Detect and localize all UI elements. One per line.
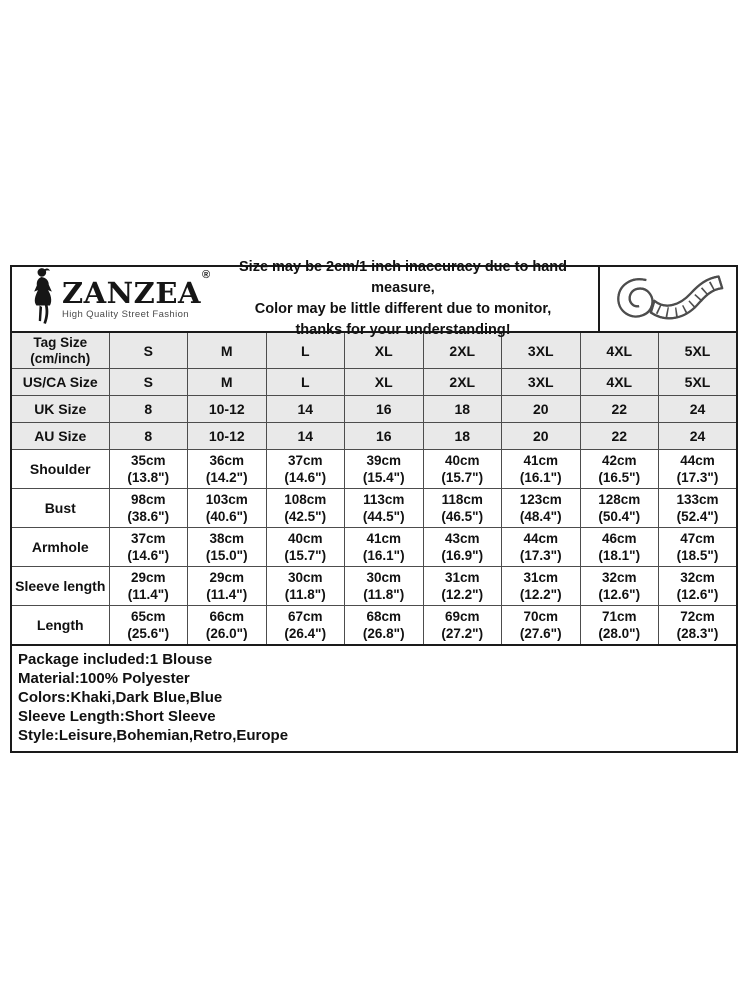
size-value-cell: M [188, 369, 267, 396]
size-value-cell: 10-12 [188, 423, 267, 450]
corner-header-line: Tag Size [33, 334, 88, 350]
measurement-cell [423, 528, 502, 567]
measurement-cm: 67cm [287, 609, 323, 624]
product-detail-line: Style:Leisure,Bohemian,Retro,Europe [18, 727, 289, 744]
registered-mark: ® [201, 268, 211, 281]
measurement-inch: (11.4") [127, 587, 169, 602]
measurement-inch: (27.2") [441, 626, 484, 641]
measurement-inch: (18.1") [598, 548, 641, 563]
measurement-inch: (26.8") [362, 626, 405, 641]
measurement-cm: 37cm [130, 531, 166, 546]
table-row [11, 396, 737, 423]
corner-header-cell [11, 332, 109, 369]
table-row [11, 606, 737, 646]
size-column-header: XL [345, 332, 424, 369]
measurement-inch: (14.6") [127, 548, 170, 563]
measurement-cm: 41cm [523, 453, 559, 468]
corner-header-line: (cm/inch) [30, 350, 91, 366]
measurement-cell [423, 606, 502, 646]
measurement-inch: (26.4") [284, 626, 327, 641]
measurement-cell [502, 606, 581, 646]
measurement-cm: 30cm [287, 570, 323, 585]
measurement-cell [109, 489, 188, 528]
measurement-cell [109, 528, 188, 567]
measurement-inch: (12.2") [519, 587, 562, 602]
measurement-cm: 113cm [363, 492, 405, 507]
size-value-cell: 14 [266, 396, 345, 423]
measurement-inch: (16.1") [362, 548, 405, 563]
measurement-cm: 39cm [366, 453, 402, 468]
measurement-cm: 29cm [209, 570, 245, 585]
size-value-cell: 24 [659, 396, 738, 423]
measurement-cell [345, 606, 424, 646]
row-label: Length [11, 606, 109, 646]
measurement-inch: (12.2") [441, 587, 484, 602]
measurement-cm: 43cm [444, 531, 480, 546]
measurement-cm: 42cm [601, 453, 637, 468]
measurement-inch: (16.9") [441, 548, 484, 563]
measurement-inch: (50.4") [598, 509, 641, 524]
size-value-cell: 16 [345, 396, 424, 423]
measurement-inch: (28.0") [598, 626, 641, 641]
measurement-inch: (27.6") [519, 626, 562, 641]
measurement-inch: (15.7") [284, 548, 327, 563]
table-row [11, 528, 737, 567]
size-value-cell: S [109, 369, 188, 396]
measurement-cell [502, 450, 581, 489]
measurement-cm: 72cm [680, 609, 715, 624]
measurement-cell [188, 489, 267, 528]
table-row [11, 423, 737, 450]
measurement-cm: 31cm [444, 570, 480, 585]
size-value-cell: L [266, 369, 345, 396]
measurement-cm: 65cm [130, 609, 166, 624]
measurement-inch: (17.3") [519, 548, 562, 563]
size-value-cell: 4XL [580, 369, 659, 396]
measurement-cm: 36cm [209, 453, 245, 468]
brand-logo [12, 267, 211, 331]
row-label: Shoulder [11, 450, 109, 489]
measurement-inch: (25.6") [127, 626, 170, 641]
product-detail-line: Sleeve Length:Short Sleeve [18, 708, 216, 725]
measurement-cell [659, 528, 738, 567]
measurement-cm: 69cm [444, 609, 480, 624]
row-label: Armhole [11, 528, 109, 567]
measurement-inch: (28.3") [676, 626, 719, 641]
measurement-cell [580, 528, 659, 567]
size-value-cell: 22 [580, 396, 659, 423]
measurement-inch: (26.0") [205, 626, 248, 641]
measurement-cm: 118cm [441, 492, 483, 507]
product-detail-line: Material:100% Polyester [18, 670, 190, 687]
header-box [10, 259, 738, 338]
measurement-inch: (11.8") [363, 587, 405, 602]
measurement-cell [423, 489, 502, 528]
measurement-cell [188, 450, 267, 489]
measurement-cell [266, 567, 345, 606]
size-value-cell: 18 [423, 396, 502, 423]
row-label: UK Size [11, 396, 109, 423]
measurement-cell [659, 567, 738, 606]
measurement-cm: 133cm [676, 492, 719, 507]
table-row [11, 489, 737, 528]
table-row [11, 450, 737, 489]
measurement-cm: 29cm [130, 570, 166, 585]
measurement-cm: 44cm [680, 453, 715, 468]
measurement-cell [423, 450, 502, 489]
measurement-cell [580, 450, 659, 489]
measurement-inch: (11.8") [284, 587, 326, 602]
measurement-cm: 98cm [130, 492, 166, 507]
measurement-inch: (40.6") [205, 509, 248, 524]
measurement-inch: (38.6") [127, 509, 170, 524]
measurement-cell [345, 528, 424, 567]
size-value-cell: 8 [109, 396, 188, 423]
measurement-inch: (15.4") [362, 470, 405, 485]
measurement-cm: 30cm [366, 570, 402, 585]
size-table-body [11, 332, 737, 645]
measurement-cell [188, 528, 267, 567]
table-row [11, 369, 737, 396]
size-column-header: 3XL [502, 332, 581, 369]
measurement-cm: 70cm [523, 609, 559, 624]
measurement-cell [345, 489, 424, 528]
measurement-cell [502, 528, 581, 567]
measurement-inch: (15.7") [441, 470, 484, 485]
product-details [10, 644, 738, 753]
size-column-header: 2XL [423, 332, 502, 369]
size-value-cell: 8 [109, 423, 188, 450]
measurement-cell [580, 606, 659, 646]
measurement-cm: 66cm [209, 609, 245, 624]
table-row [11, 567, 737, 606]
measurement-inch: (18.5") [676, 548, 719, 563]
measurement-cm: 31cm [523, 570, 559, 585]
size-value-cell: 10-12 [188, 396, 267, 423]
measurement-cell [580, 567, 659, 606]
measurement-cell [109, 450, 188, 489]
measurement-cm: 68cm [366, 609, 402, 624]
measurement-cm: 41cm [366, 531, 402, 546]
size-value-cell: 5XL [659, 369, 738, 396]
measurement-cm: 103cm [205, 492, 248, 507]
size-value-cell: 18 [423, 423, 502, 450]
product-detail-line: Colors:Khaki,Dark Blue,Blue [18, 689, 223, 706]
measurement-cm: 32cm [680, 570, 715, 585]
measurement-inch: (16.1") [519, 470, 562, 485]
row-label: US/CA Size [11, 369, 109, 396]
measurement-cm: 47cm [680, 531, 715, 546]
measurement-inch: (12.6") [676, 587, 719, 602]
measurement-cell [188, 567, 267, 606]
measurement-cm: 40cm [287, 531, 323, 546]
measurement-cm: 44cm [523, 531, 559, 546]
measurement-cell [266, 450, 345, 489]
size-chart-sheet [10, 259, 738, 753]
measurement-inch: (11.4") [206, 587, 248, 602]
measurement-cell [345, 567, 424, 606]
notice-line-1: Size may be 2cm/1 inch inaccuracy due to hand measure, [239, 259, 567, 296]
measurement-cell [266, 489, 345, 528]
measurement-cm: 38cm [209, 531, 245, 546]
row-label: Sleeve length [11, 567, 109, 606]
size-value-cell: 14 [266, 423, 345, 450]
measurement-cm: 46cm [601, 531, 637, 546]
measurement-inch: (17.3") [676, 470, 719, 485]
measurement-cm: 123cm [519, 492, 562, 507]
size-value-cell: 16 [345, 423, 424, 450]
brand-text [62, 268, 211, 320]
notice-line-2: Color may be little different due to monitor, [254, 301, 552, 317]
notice-line-3: thanks for your understanding! [295, 322, 511, 338]
size-value-cell: 22 [580, 423, 659, 450]
measurement-cell [266, 528, 345, 567]
size-column-header: S [109, 332, 188, 369]
measurement-cm: 40cm [444, 453, 480, 468]
measurement-inch: (14.2") [205, 470, 248, 485]
measurement-cell [266, 606, 345, 646]
tape-measure-icon [598, 267, 736, 331]
size-value-cell: 20 [502, 396, 581, 423]
measurement-inch: (52.4") [676, 509, 719, 524]
measurement-cell [580, 489, 659, 528]
measure-notice [208, 259, 598, 338]
brand-name: ZANZEA® [62, 268, 211, 310]
size-column-header: M [188, 332, 267, 369]
size-value-cell: 2XL [423, 369, 502, 396]
measurement-inch: (16.5") [598, 470, 641, 485]
size-value-cell: 3XL [502, 369, 581, 396]
measurement-inch: (44.5") [362, 509, 405, 524]
measurement-inch: (12.6") [598, 587, 641, 602]
measurement-inch: (13.8") [127, 470, 170, 485]
brand-tagline: High Quality Street Fashion [62, 308, 189, 320]
row-label: Bust [11, 489, 109, 528]
measurement-inch: (14.6") [284, 470, 327, 485]
size-value-cell: 24 [659, 423, 738, 450]
measurement-cell [109, 567, 188, 606]
size-value-cell: 20 [502, 423, 581, 450]
size-column-header: 4XL [580, 332, 659, 369]
woman-silhouette-icon [26, 267, 60, 332]
measurement-cell [659, 606, 738, 646]
measurement-cm: 128cm [598, 492, 641, 507]
measurement-cell [502, 567, 581, 606]
size-column-header: L [266, 332, 345, 369]
measurement-cm: 35cm [130, 453, 166, 468]
measurement-cell [188, 606, 267, 646]
measurement-cm: 108cm [284, 492, 327, 507]
product-detail-line: Package included:1 Blouse [18, 651, 213, 668]
measurement-cm: 32cm [601, 570, 637, 585]
measurement-cell [659, 489, 738, 528]
size-column-header: 5XL [659, 332, 738, 369]
measurement-cm: 37cm [287, 453, 323, 468]
row-label: AU Size [11, 423, 109, 450]
measurement-inch: (42.5") [284, 509, 327, 524]
measurement-cell [502, 489, 581, 528]
measurement-inch: (15.0") [205, 548, 248, 563]
size-table [10, 331, 738, 646]
size-value-cell: XL [345, 369, 424, 396]
measurement-cell [423, 567, 502, 606]
measurement-cell [659, 450, 738, 489]
measurement-cm: 71cm [601, 609, 637, 624]
measurement-inch: (48.4") [519, 509, 562, 524]
measurement-cell [345, 450, 424, 489]
measurement-cell [109, 606, 188, 646]
measurement-inch: (46.5") [441, 509, 484, 524]
